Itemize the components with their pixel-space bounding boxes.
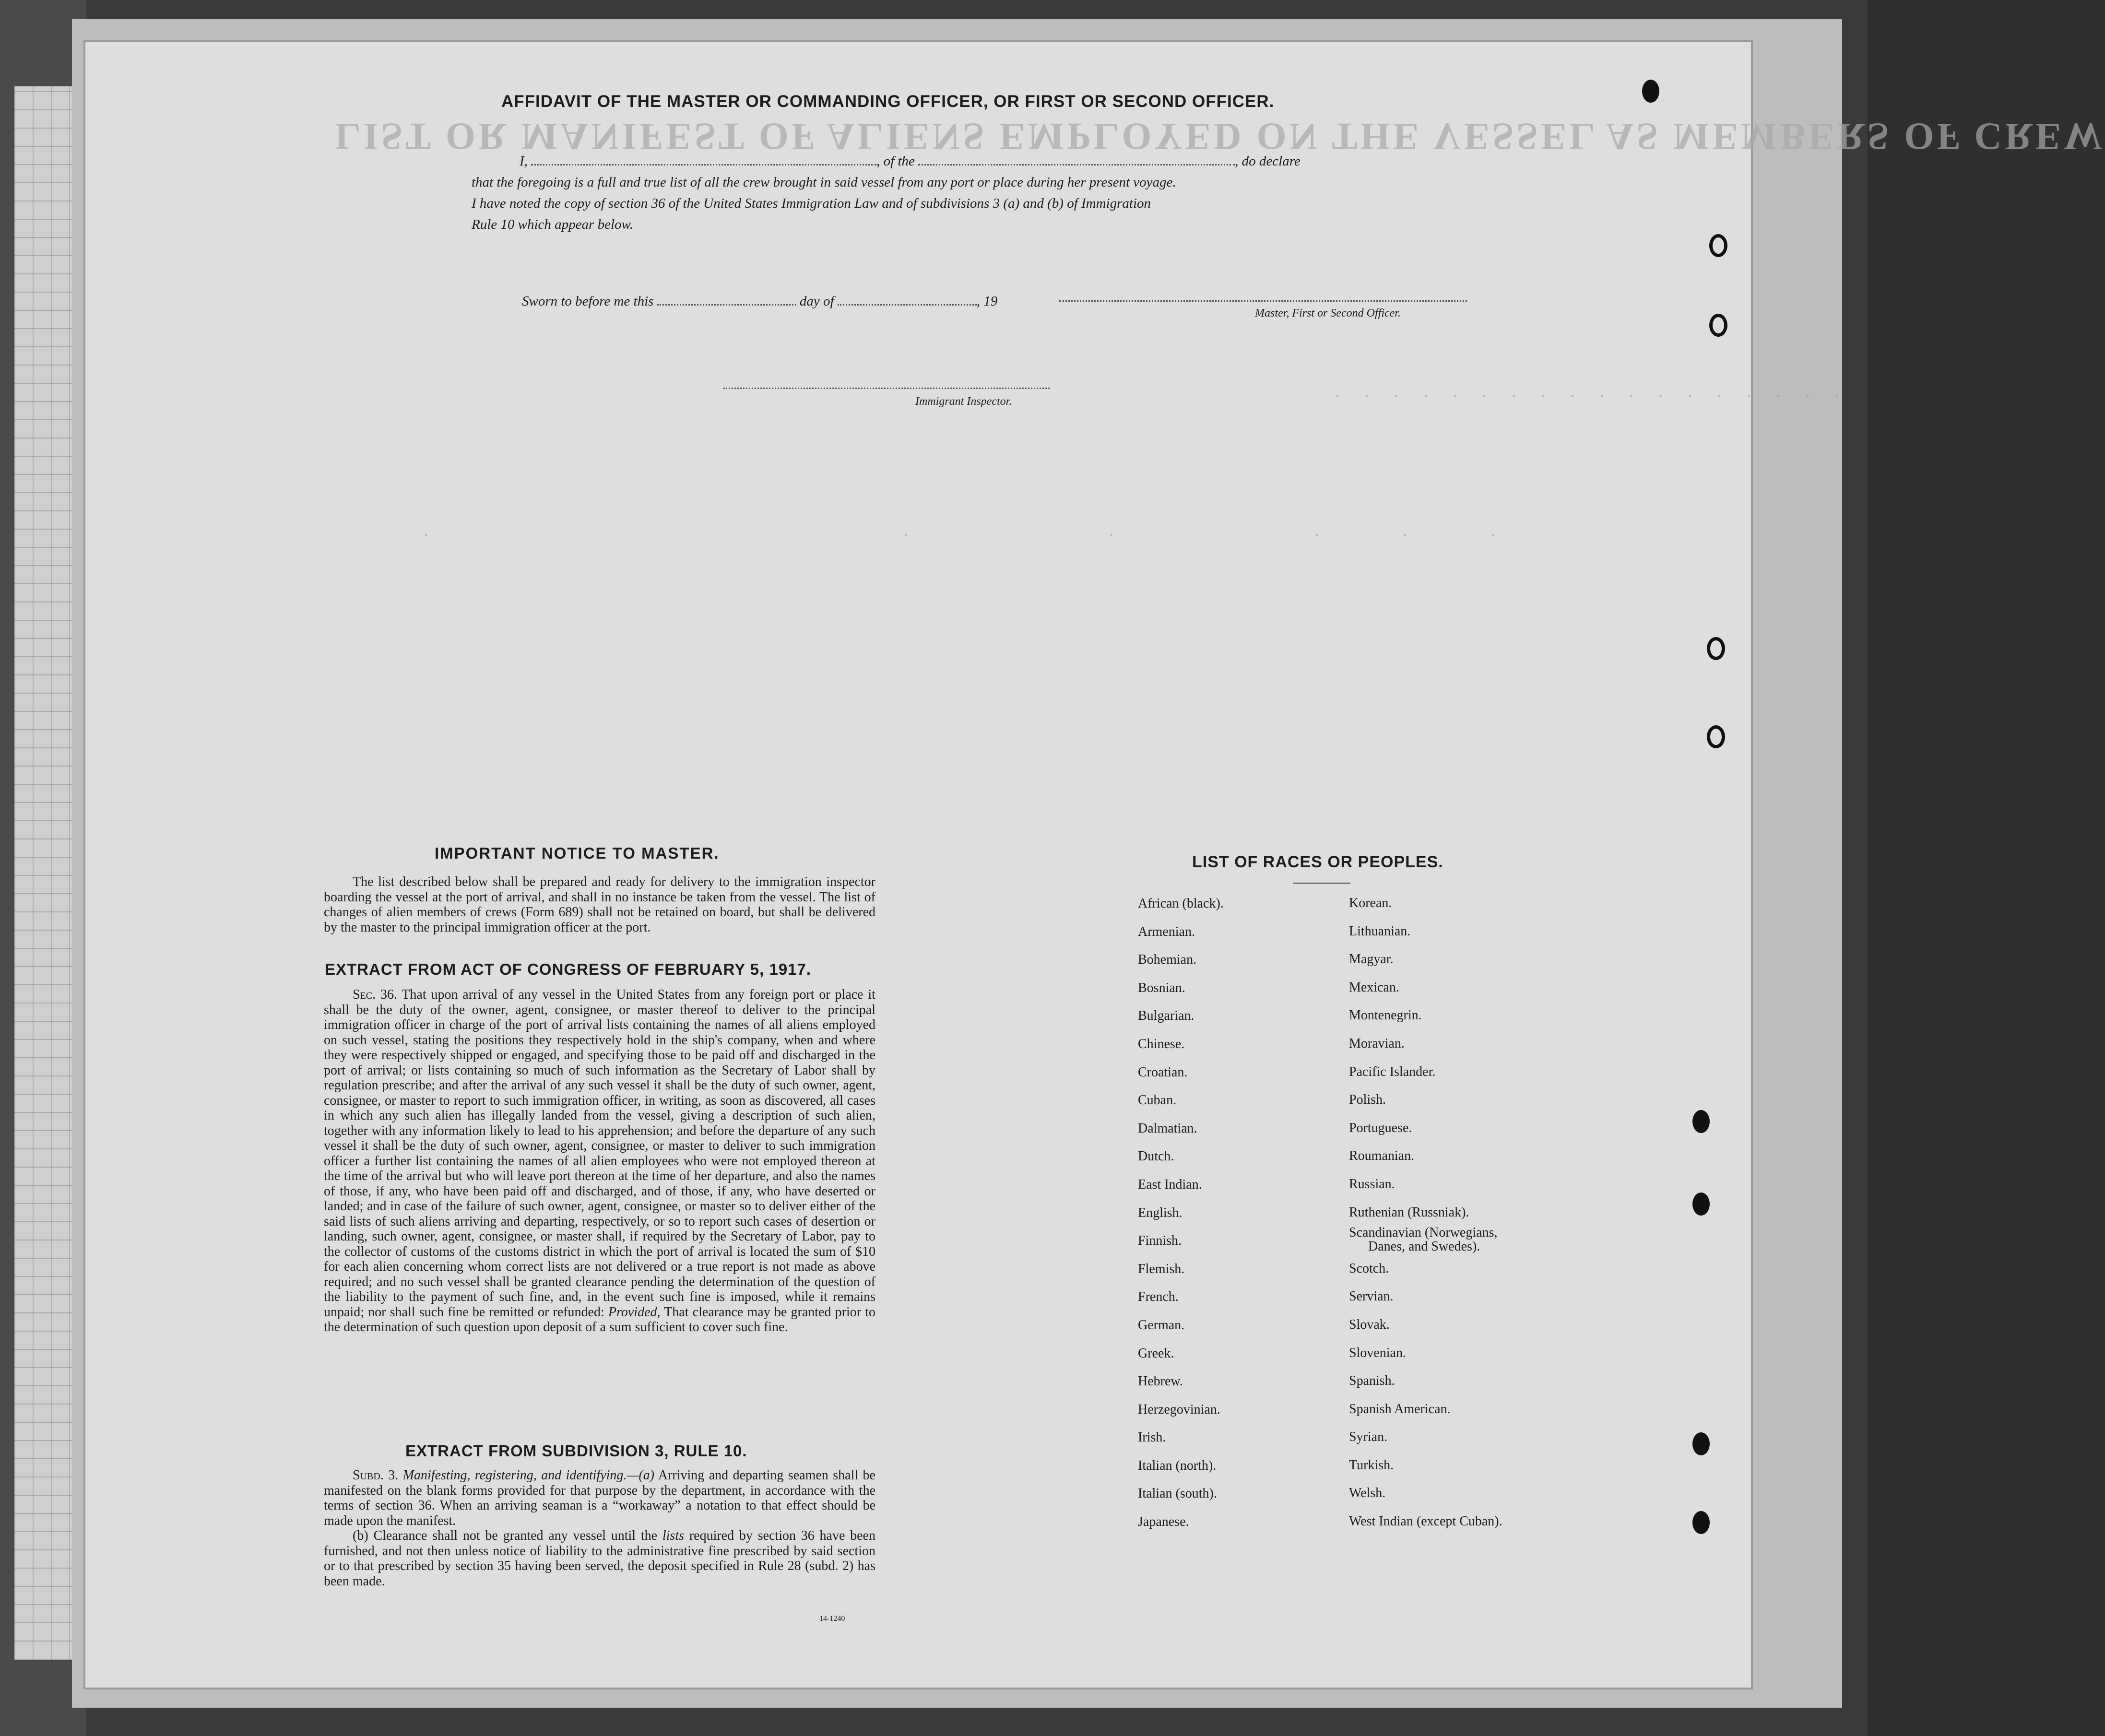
punch-hole [1692, 1110, 1710, 1133]
race-row [1138, 1430, 1618, 1458]
race-right-item [1349, 952, 1394, 966]
race-right-item [1349, 1065, 1435, 1079]
race-right-item [1349, 1177, 1395, 1191]
notice-text: The list described below shall be prepared and ready for delivery to the immigration inspector boarding the vessel at the port of arrival, and shall in no instance be taken from the vessel. The list of changes of alien members of crews (Form 689) shall not be retained on board, but shall be delivered by the master to the principal immigration officer at the port. [324, 874, 875, 935]
race-left-item: Dutch. [1138, 1149, 1174, 1164]
race-left-item: Hebrew. [1138, 1374, 1183, 1389]
race-right-label: Roumanian. [1349, 1148, 1415, 1164]
race-right-label: Lithuanian. [1349, 923, 1411, 939]
race-right-item [1349, 1374, 1395, 1388]
race-right-item [1349, 1346, 1406, 1360]
signature-line[interactable] [1059, 300, 1467, 302]
race-left-item: Irish. [1138, 1430, 1166, 1445]
race-right-label: Slovenian. [1349, 1345, 1406, 1360]
race-row [1138, 1121, 1618, 1149]
race-right-label: West Indian (except Cuban). [1349, 1514, 1502, 1529]
race-right-item [1349, 980, 1399, 994]
race-right-item [1349, 1226, 1497, 1253]
race-row [1138, 1149, 1618, 1177]
sworn-month-blank[interactable] [838, 294, 977, 306]
punch-hole [1709, 314, 1727, 337]
bleed-through-title: LIST OR MANIFEST OF ALIENS EMPLOYED ON THE VESSEL AS MEMBERS OF CREW [335, 115, 2105, 157]
race-left-item: Italian (north). [1138, 1458, 1217, 1473]
bleed-through-row: · · · · · · [421, 527, 1498, 545]
race-right-label: Welsh. [1349, 1486, 1386, 1501]
sworn-day-blank[interactable] [657, 294, 796, 306]
sworn-day-of: day of [799, 294, 834, 309]
proviso-text: That clearance may be granted prior to the determination of such question upon deposit of a sum sufficient to cover such fine. [324, 1304, 876, 1334]
race-left-item: Bosnian. [1138, 980, 1185, 995]
race-left-item: English. [1138, 1205, 1183, 1220]
race-left-item: African (black). [1138, 896, 1224, 911]
race-right-item [1349, 1008, 1422, 1022]
race-right-item [1349, 1289, 1394, 1303]
race-row [1138, 952, 1618, 980]
race-row [1138, 1008, 1618, 1037]
race-left-item: Finnish. [1138, 1233, 1182, 1249]
race-left-item: Japanese. [1138, 1514, 1189, 1530]
affidavit-line-2: that the foregoing is a full and true list of all the crew brought in said vessel from any port or place during her present voyage. [472, 175, 1176, 190]
race-left-item: German. [1138, 1317, 1185, 1333]
inspector-signature-line[interactable] [723, 388, 1050, 389]
race-row [1138, 1486, 1618, 1514]
race-right-label: Spanish American. [1349, 1401, 1451, 1417]
race-left-item: Cuban. [1138, 1093, 1177, 1108]
race-right-item [1349, 1514, 1502, 1528]
extract-rule-heading: EXTRACT FROM SUBDIVISION 3, RULE 10. [405, 1442, 747, 1460]
punch-hole [1709, 234, 1727, 257]
race-right-item [1349, 1402, 1451, 1416]
race-right-label: Magyar. [1349, 952, 1394, 967]
proviso-word: Provided, [608, 1304, 661, 1320]
punch-hole [1707, 637, 1725, 660]
race-right-item [1349, 896, 1392, 910]
punch-hole [1642, 80, 1659, 103]
race-left-item: Croatian. [1138, 1064, 1188, 1080]
race-left-item: Bulgarian. [1138, 1008, 1194, 1024]
race-right-label: Mexican. [1349, 980, 1399, 995]
race-row [1138, 1037, 1618, 1065]
races-list [1138, 896, 1618, 1543]
affidavit-of-the: , of the [876, 154, 915, 169]
race-right-label: Montenegrin. [1349, 1008, 1422, 1023]
affidavit-line-1 [520, 154, 1301, 169]
clause-b-text-1: Clearance shall not be granted any vessel until the [373, 1528, 658, 1543]
race-left-item: Greek. [1138, 1346, 1174, 1361]
race-row [1138, 1262, 1618, 1290]
race-row [1138, 1065, 1618, 1093]
race-right-label: Servian. [1349, 1289, 1394, 1304]
race-right-label: Scandinavian (Norwegians, [1349, 1225, 1498, 1240]
inspector-label: Immigrant Inspector. [915, 395, 1012, 408]
affidavit-line-3: I have noted the copy of section 36 of the United States Immigration Law and of subdivisions 3 (a) and (b) of Immigration [472, 196, 1151, 211]
race-right-item [1349, 1262, 1389, 1275]
race-left-item: Bohemian. [1138, 952, 1197, 968]
race-right-label: Syrian. [1349, 1429, 1388, 1445]
rule-10-paragraphs [324, 1468, 875, 1589]
race-left-item: Dalmatian. [1138, 1121, 1197, 1136]
clause-b-lists: lists [662, 1528, 685, 1543]
race-row [1138, 1093, 1618, 1121]
affidavit-line-4: Rule 10 which appear below. [472, 217, 633, 232]
race-right-item [1349, 1458, 1394, 1472]
race-row [1138, 924, 1618, 953]
race-right-item [1349, 1486, 1385, 1500]
notice-paragraph [324, 874, 875, 935]
subdivision-label: Subd. 3. [353, 1468, 399, 1483]
race-right-item [1349, 1037, 1405, 1051]
bleed-through-row: · · · · · · · · · · · · · · · · · · [1333, 388, 1842, 406]
race-left-item: East Indian. [1138, 1177, 1202, 1192]
race-right-item [1349, 1149, 1414, 1163]
affidavit-i: I, [520, 154, 528, 169]
race-right-label: Spanish. [1349, 1373, 1395, 1389]
race-right-item [1349, 1121, 1412, 1135]
race-row [1138, 1225, 1618, 1262]
races-rule [1293, 883, 1350, 884]
race-row [1138, 1177, 1618, 1205]
race-right-item [1349, 1430, 1387, 1444]
race-right-item [1349, 1205, 1469, 1219]
race-left-item: French. [1138, 1289, 1179, 1305]
race-left-item: Chinese. [1138, 1036, 1185, 1051]
affidavit-title: AFFIDAVIT OF THE MASTER OR COMMANDING OFFICER, OR FIRST OR SECOND OFFICER. [501, 92, 1275, 111]
race-left-item: Armenian. [1138, 924, 1195, 939]
race-row [1138, 1514, 1618, 1543]
race-right-continuation: Danes, and Swedes). [1368, 1239, 1480, 1254]
section-36-text: That upon arrival of any vessel in the United States from any foreign port or place it shall be the duty of the owner, agent, consignee, or master thereof to deliver to the principal immigration officer in charge of the port of arrival lists containing the names of all aliens employed on such vessel, stating the positions they respectively hold in the ship's company, when and where they were respectively shipped or engaged, and specifying those to be paid off and discharged in the port of arrival; or lists containing so much of such information as the Secretary of Labor shall by regulation prescribe; and after the arrival of any such vessel it shall be the duty of such owner, agent, consignee, or master to report to such immigration officer, in writing, as soon as discovered, all cases in which any such alien has illegally landed from the vessel, giving a description of such alien, together with any information likely to lead to his apprehension; and before the departure of any such vessel it shall be the duty of such owner, agent, consignee, or master to deliver to such immigration officer a further list containing the names of all alien employees who were not employed thereon at the time of the arrival but who will leave port thereon at the time of her departure, and also the names of those, if any, who have been paid off and discharged, and of those, if any, who have deserted or landed; and in case of the failure of such owner, agent, consignee, or master so to deliver either of the said lists of such aliens arriving and departing, respectively, or so to report such cases of desertion or landing, such owner, agent, consignee, or master shall, if required by the Secretary of Labor, pay to the collector of customs of the customs district in which the port of arrival is located the sum of $10 for each alien concerning whom correct lists are not delivered or a true report is not made as above required; and no such vessel shall be granted clearance pending the determination of the question of the liability to the payment of such fine, and, in the event such fine is imposed, while it remains unpaid; nor shall such fine be remitted or refunded: [324, 987, 875, 1320]
form-number: 14-1240 [819, 1615, 845, 1623]
clause-b-label: (b) [353, 1528, 368, 1543]
race-right-label: Pacific Islander. [1349, 1064, 1436, 1079]
manifest-page [85, 42, 2105, 1688]
race-right-label: Polish. [1349, 1092, 1386, 1108]
race-right-item [1349, 1318, 1390, 1332]
race-right-label: Turkish. [1349, 1457, 1394, 1473]
section-36-paragraph [324, 987, 875, 1335]
clause-a-label: —(a) [627, 1468, 654, 1483]
clause-a-text: Arriving and departing seamen shall be manifested on the blank forms provided for that purpose by the department, in accordance with the terms of section 36. When an arriving seaman is a “workaway” a notation to that effect should be made upon the manifest. [324, 1468, 875, 1528]
race-row [1138, 1346, 1618, 1374]
section-label: Sec. 36. [353, 987, 397, 1002]
race-row [1138, 1318, 1618, 1346]
race-row [1138, 980, 1618, 1009]
sworn-line [522, 294, 997, 309]
race-right-label: Ruthenian (Russniak). [1349, 1205, 1469, 1220]
race-right-label: Moravian. [1349, 1036, 1405, 1051]
affidavit-declare: , do declare [1235, 154, 1301, 169]
sworn-prefix: Sworn to before me this [522, 294, 654, 309]
race-right-label: Scotch. [1349, 1261, 1389, 1276]
vessel-blank[interactable] [918, 154, 1235, 165]
clause-b-text-2: required by section 36 have been furnished, and not then unless notice of liability to the administrative fine prescribed by said section or to that prescribed by section 35 having been served, the deposit specified in Rule 28 (subd. 2) has been made. [324, 1528, 876, 1589]
name-blank[interactable] [531, 154, 876, 165]
race-row [1138, 1402, 1618, 1430]
punch-hole [1707, 725, 1725, 748]
race-right-item [1349, 1093, 1386, 1107]
punch-hole [1692, 1511, 1710, 1534]
notice-heading: IMPORTANT NOTICE TO MASTER. [435, 844, 720, 862]
punch-hole [1692, 1432, 1710, 1455]
extract-act-heading: EXTRACT FROM ACT OF CONGRESS OF FEBRUARY 5, 1917. [325, 960, 812, 978]
race-left-item: Flemish. [1138, 1261, 1185, 1276]
race-right-label: Portuguese. [1349, 1120, 1412, 1135]
subdivision-title: Manifesting, registering, and identifying. [402, 1468, 627, 1483]
race-row [1138, 1374, 1618, 1402]
race-row [1138, 896, 1618, 924]
signature-label: Master, First or Second Officer. [1255, 307, 1401, 319]
race-row [1138, 1289, 1618, 1318]
sworn-year: , 19 [976, 294, 998, 309]
race-left-item: Italian (south). [1138, 1486, 1217, 1501]
race-row [1138, 1458, 1618, 1487]
race-right-label: Russian. [1349, 1176, 1395, 1192]
race-left-item: Herzegovinian. [1138, 1402, 1220, 1417]
punch-hole [1692, 1193, 1710, 1216]
races-heading: LIST OF RACES OR PEOPLES. [1192, 853, 1443, 871]
race-right-label: Korean. [1349, 896, 1392, 910]
race-right-item [1349, 924, 1410, 938]
race-right-label: Slovak. [1349, 1317, 1390, 1332]
